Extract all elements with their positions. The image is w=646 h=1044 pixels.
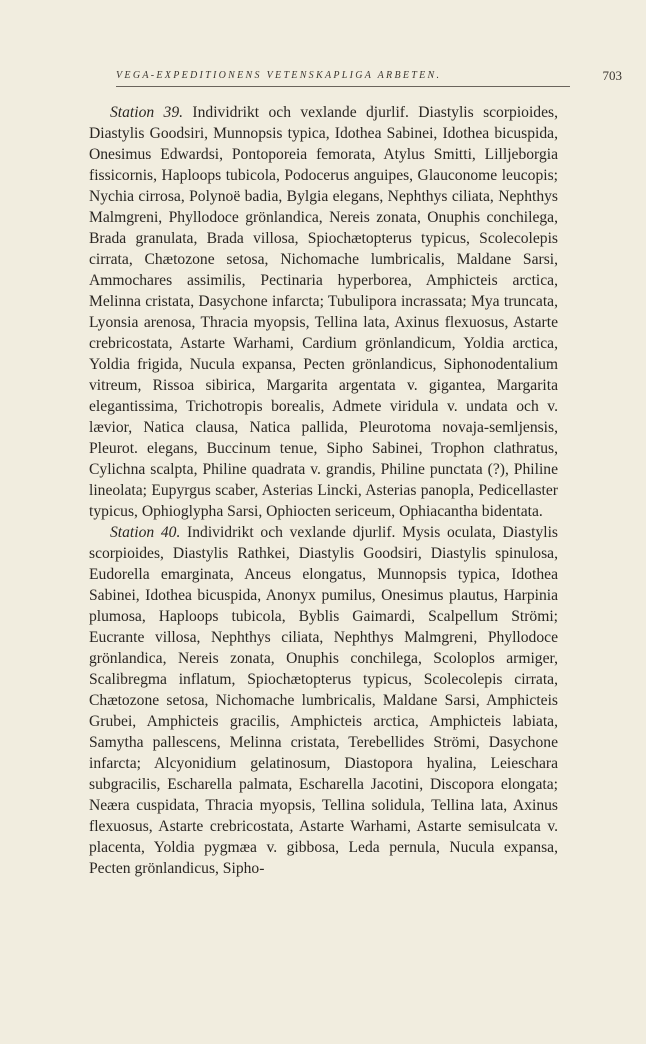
paragraph-station-39 — [89, 102, 558, 522]
header-rule — [116, 86, 570, 87]
paragraph-text: Individrikt och vexlande djurlif. Mysis oculata, Diastylis scorpioides, Diastylis Rathkei, Diastylis Goodsiri, Diastylis spinulosa, Eudorella emarginata, Anceus elongatus, Munnopsis typica, Idothea Sabinei, Idothea bicuspida, Anonyx pumilus, Onesimus plautus, Harpinia plumosa, Haploops tubicola, Byblis Gaimardi, Scalpellum Strömi; Eucrante villosa, Nephthys ciliata, Nephthys Malmgreni, Phyllodoce grönlandica, Nereis zonata, Onuphis conchilega, Scoloplos armiger, Scalibregma inflatum, Spiochætopterus typicus, Scolecolepis cirrata, Chætozone setosa, Nichomache lumbricalis, Maldane Sarsi, Amphicteis Grubei, Amphicteis gracilis, Amphicteis arctica, Amphicteis labiata, Samytha pallescens, Melinna cristata, Terebellides Strömi, Dasychone infarcta; Alcyonidium gelatinosum, Diastopora hyalina, Leieschara subgracilis, Escharella palmata, Escharella Jacotini, Discopora elongata; Neæra cuspidata, Thracia myopsis, Tellina solidula, Tellina lata, Axinus flexuosus, Astarte crebricostata, Astarte Warhami, Astarte semisulcata v. placenta, Yoldia pygmæa v. gibbosa, Leda pernula, Nucula expansa, Pecten grönlandicus, Sipho- — [89, 524, 558, 877]
running-head: VEGA-EXPEDITIONENS VETENSKAPLIGA ARBETEN. — [116, 70, 442, 81]
page-number: 703 — [602, 68, 622, 83]
body-text — [89, 102, 558, 879]
paragraph-text: Individrikt och vexlande djurlif. Diastylis scorpioides, Diastylis Goodsiri, Munnopsis typica, Idothea Sabinei, Idothea bicuspida, Onesimus Edwardsi, Pontoporeia femorata, Atylus Smitti, Lilljeborgia fissicornis, Haploops tubicola, Podocerus anguipes, Glauconome leucopis; Nychia cirrosa, Polynoë badia, Bylgia elegans, Nephthys ciliata, Nephthys Malmgreni, Phyllodoce grönlandica, Nereis zonata, Onuphis conchilega, Brada granulata, Brada villosa, Spiochætopterus typicus, Scolecolepis cirrata, Chætozone setosa, Nichomache lumbricalis, Maldane Sarsi, Ammochares assimilis, Pectinaria hyperborea, Amphicteis arctica, Melinna cristata, Dasychone infarcta; Tubulipora incrassata; Mya truncata, Lyonsia arenosa, Thracia myopsis, Tellina lata, Axinus flexuosus, Astarte crebricostata, Astarte Warhami, Cardium grönlandicum, Yoldia arctica, Yoldia frigida, Nucula expansa, Pecten grönlandicus, Siphonodentalium vitreum, Rissoa sibirica, Margarita argentata v. gigantea, Margarita elegantissima, Trichotropis borealis, Admete viridula v. undata och v. lævior, Natica clausa, Natica pallida, Pleurotoma novaja-semljensis, Pleurot. elegans, Buccinum tenue, Sipho Sabinei, Trophon clathratus, Cylichna scalpta, Philine quadrata v. grandis, Philine punctata (?), Philine lineolata; Eupyrgus scaber, Asterias Lincki, Asterias panopla, Pedicellaster typicus, Ophioglypha Sarsi, Ophiocten sericeum, Ophiacantha bidentata. — [89, 104, 558, 520]
page-header — [60, 68, 622, 88]
station-label: Station 39. — [110, 104, 184, 121]
station-label: Station 40. — [110, 524, 181, 541]
paragraph-station-40 — [89, 522, 558, 879]
